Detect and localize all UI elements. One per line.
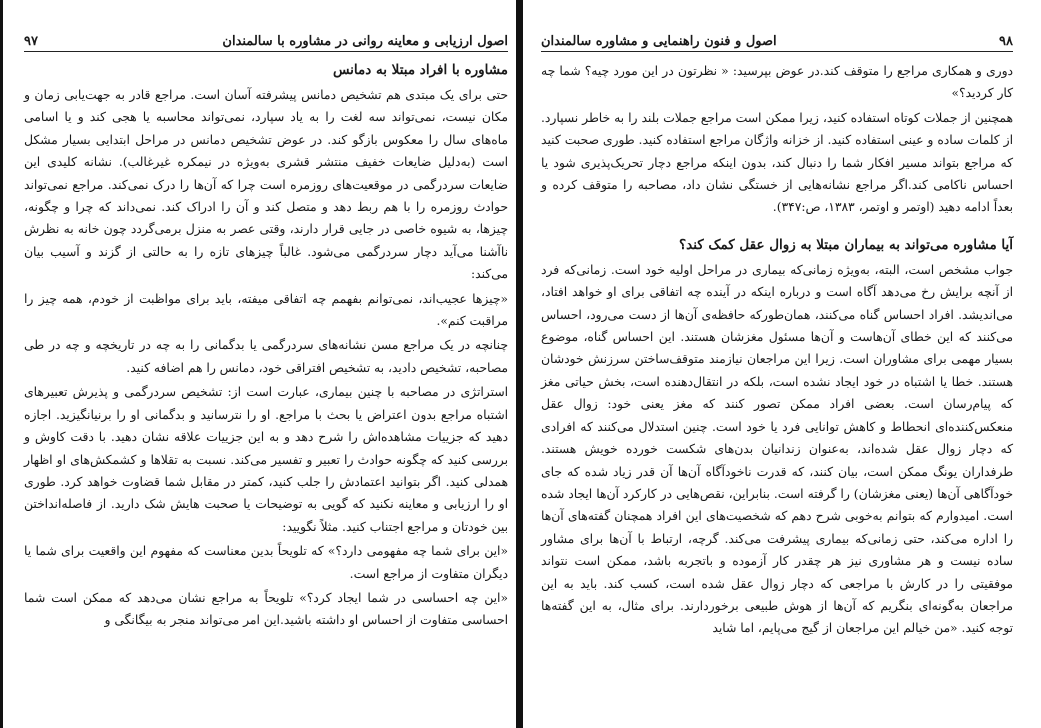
book-gutter [516,0,523,728]
paragraph: استراتژی در مصاحبه با چنین بیماری، عبارت است از: تشخیص سردرگمی و پذیرش تعبیرهای اشتباه مراجع بدون اعتراض یا بحث با مراجع. او را نترسانید و بدگمانی او را برنیانگیزید. اجازه دهید که جزییات مشاهده‌اش را شرح دهد و به این جزییات علاقه نشان دهید. با دقت کاوش و بررسی کنید که چگونه حوادث را تعبیر و تفسیر می‌کند. نسبت به تقلاها و کشمکش‌های او اظهار همدلی کنید. اگر بتوانید اعتمادش را جلب کنید، کمتر در مقابل شما قضاوت خواهد کرد. طوری او را ارزیابی و معاینه نکنید که گویی به توضیحات یا صحبت هایش شک دارید. از فاصله‌انداختن بین خودتان و مراجع اجتناب کنید. مثلاً نگویید: [24,385,508,534]
running-header [24,34,508,52]
right-page [523,0,1041,728]
running-title: اصول و فنون راهنمایی و مشاوره سالمندان [541,34,777,49]
paragraph: چنانچه در یک مراجع مسن نشانه‌های سردرگمی یا بدگمانی را به چه در تاریخچه و چه در طی مصاحبه، تشخیص دادید، به تشخیص افتراقی خود، دمانس را هم اضافه کنید. [24,338,508,375]
left-page [0,0,518,728]
page-number: ۹۷ [24,34,38,49]
quote: «این برای شما چه مفهومی دارد؟» که تلویحاً بدین معناست که مفهوم این واقعیت برای شما یا دیگران متفاوت از مراجع است. [24,544,508,581]
quote: «چیزها عجیب‌اند، نمی‌توانم بفهمم چه اتفاقی میفته، باید برای مواظبت از خودم، همه چیز را مراقبت کنم». [24,291,508,329]
paragraph: دوری و همکاری مراجع را متوقف کند.در عوض بپرسید: « نظرتون در این مورد چیه؟ شما چه کار کردید؟» [541,64,1013,101]
page-number: ۹۸ [999,34,1013,49]
section-heading: مشاوره با افراد مبتلا به دمانس [332,62,508,78]
running-title: اصول ارزیابی و معاینه روانی در مشاوره با سالمندان [222,34,508,49]
running-header [541,34,1013,52]
page-edge [0,0,3,728]
quote: «این چه احساسی در شما ایجاد کرد؟» تلویحاً به مراجع نشان می‌دهد که ممکن است شما احساسی متفاوت از احساس او داشته باشید.این امر می‌تواند منجر به بیگانگی و [24,590,508,628]
section-heading: آیا مشاوره می‌تواند به بیماران مبتلا به زوال عقل کمک کند؟ [678,236,1013,253]
paragraph: همچنین از جملات کوتاه استفاده کنید، زیرا ممکن است مراجع جملات بلند را به خاطر نسپارد. از کلمات ساده و عینی استفاده کنید. از خزانه واژگان مراجع استفاده کنید. طوری صحبت کنید که مراجع بتواند مسیر افکار شما را دنبال کند، بدون اینکه مراجع دچار تحریک‌پذیری شود یا احساس ناکامی کند.اگر مراجع نشانه‌هایی از خستگی نشان داد، مصاحبه را متوقف کرده و بعداً ادامه دهید (اوتمر و اوتمر، ۱۳۸۳، ص:۳۴۷). [541,110,1013,215]
paragraph: حتی برای یک مبتدی هم تشخیص دمانس پیشرفته آسان است. مراجع قادر به جهت‌یابی زمان و مکان نیست، نمی‌تواند سه لغت را به یاد سپارد، نمی‌تواند محاسبه یا هجی کند و یا اسامی ماه‌های سال را معکوس بازگو کند. در عوض تشخیص دمانس در مراحل ابتدایی بسیار مشکل است (به‌دلیل ضایعات خفیف منتشر قشری به‌ویژه در نیمکره غیرغالب). نشانه کلیدی این ضایعات سردرگمی در موقعیت‌های روزمره است چرا که آن‌ها را درک نمی‌کند. مراجع نمی‌تواند حوادث روزمره را با هم ربط دهد و متصل کند و آن را ادراک کند. نمی‌داند که چرا و چگونه، چیزها، به شیوه خاصی در جایی قرار دارند، وقتی عصر به منزل برمی‌گردد چون خانه به نظرش ناآشنا می‌آید دچار سردرگمی می‌شود. غالباً چیزهای تازه را به حالتی از گزند و آسیب بیان می‌کند: [24,88,508,282]
paragraph: جواب مشخص است، البته، به‌ویژه زمانی‌که بیماری در مراحل اولیه خود است. زمانی‌که فرد از آنچه برایش رخ می‌دهد آگاه است و درباره اینکه در آینده چه اتفاقی برای او خواهد افتاد، می‌اندیشد. افراد احساس گناه می‌کنند، همان‌طورکه حافظه‌ی آن‌ها از دست می‌رود، احساس می‌کنند که این خطای آن‌هاست و آن‌ها مسئول مغزشان هستند. این احساس گناه، موضوع بسیار مهمی برای مشاوران است. زیرا این مراجعان نیازمند متوقف‌ساختن سرزنش خودشان هستند. خطا یا اشتباه در خود ایجاد نشده است، بلکه در انتقال‌دهنده است، بخش حیاتی مغز که پیام‌رسان است. بعضی افراد ممکن تصور کنند که مغز یعنی خود: زوال عقل منعکس‌کننده‌ای انحطاط و کاهش توانایی فرد یا خود است. چنین استدلال می‌کنند که افرادی که دچار زوال عقل شده‌اند، به‌عنوان زندانیان بدن‌های شکست خورده خویش هستند. طرفداران یونگ ممکن است، بیان کنند، که قدرت ناخودآگاه آن‌ها آن قدر زیاد شده که جای خودآگاهی آن‌ها (یعنی مغزشان) را گرفته است. بنابراین، نقص‌هایی در کارکرد آن‌ها ایجاد شده است. امیدوارم که بتوانم به‌خوبی شرح دهم که شخصیت‌های این افراد همچنان گفته‌های آن‌ها را اداره می‌کند، حتی زمانی‌که بیماری پیشرفت می‌کند. گرچه، ارتباط با آن‌ها برای مشاور ساده نیست و هر مشاوری نیز هر چقدر کار آزموده و باتجربه باشد، ممکن است نتواند موفقیتی را در کارش با مراجعی که دچار زوال عقل شده است، کسب کند. باید به این مراجعان به‌گونه‌ای بنگریم که آن‌ها از هوش طبیعی برخوردارند. برای مثال، به این گفته‌ها توجه کنید. «من خیالم این مراجعان از گیج می‌پایم، اما شاید [541,262,1013,636]
